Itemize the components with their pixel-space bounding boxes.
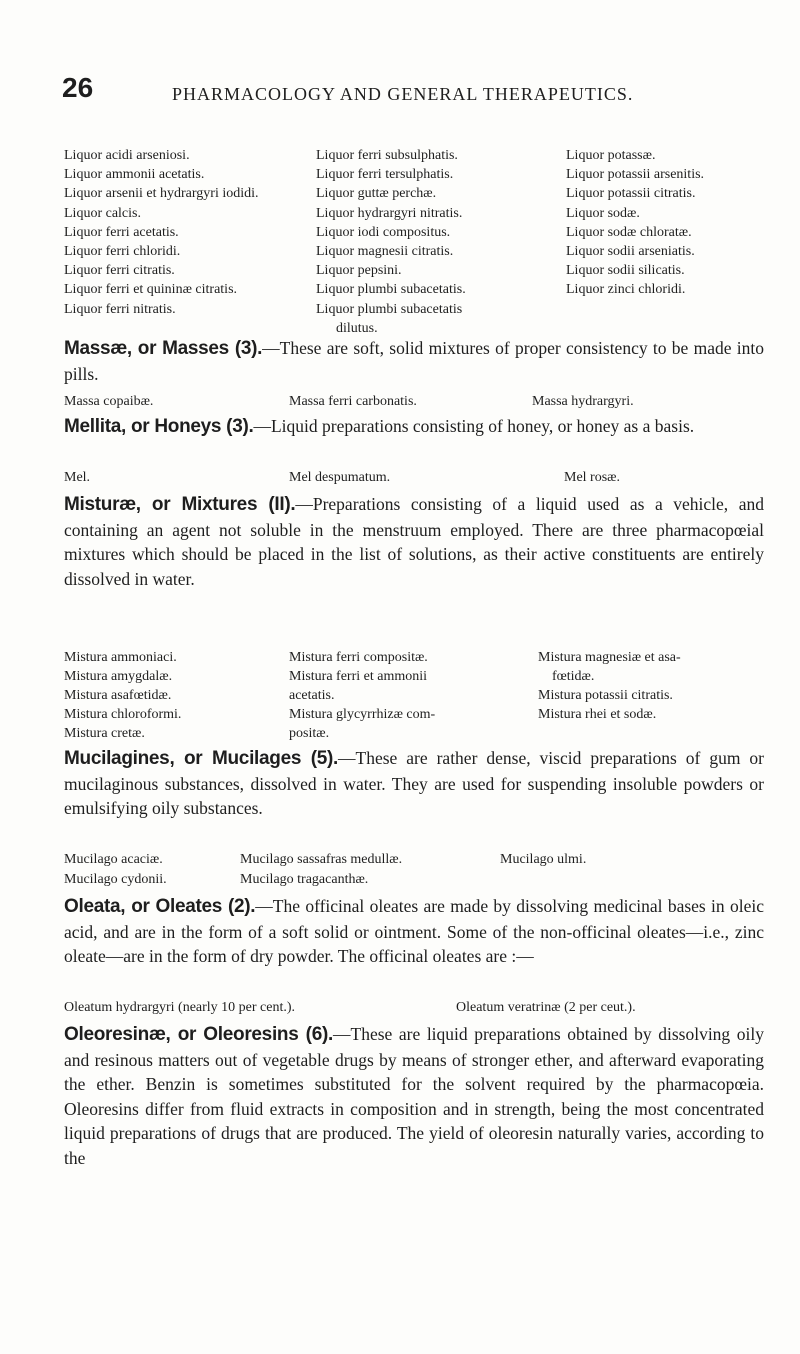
list-item: Mistura glycyrrhizæ com- — [289, 707, 436, 722]
mellita-paragraph — [64, 414, 764, 440]
list-item: Liquor ferri citratis. — [64, 263, 175, 279]
list-item: Liquor ferri chloridi. — [64, 244, 181, 260]
list-item: Liquor ferri subsulphatis. — [316, 148, 458, 163]
section-text: —The officinal oleates are made by dissolving medicinal bases in oleic acid, and are in the form of a soft solid or ointment. Some of the non-officinal oleates—i.e., zinc oleate—are in the form of dry powder. The officinal oleates are :— — [64, 896, 764, 966]
list-item: Liquor acidi arseniosi. — [64, 148, 190, 163]
list-item: Liquor potassæ. — [566, 148, 656, 163]
list-item: Mucilago acaciæ. — [64, 852, 163, 867]
list-item: Mistura ferri et ammonii — [289, 669, 428, 684]
list-item: Mistura ammoniaci. — [64, 650, 177, 665]
list-item: Mucilago tragacanthæ. — [240, 872, 369, 887]
list-item: Mistura ferri compositæ. — [289, 650, 428, 665]
list-item: Liquor zinci chloridi. — [566, 282, 686, 298]
list-item: Mistura magnesiæ et asa- — [538, 650, 681, 665]
misturae-paragraph — [64, 492, 764, 591]
liquor-column-3 — [566, 146, 704, 300]
misturae-column-1 — [64, 648, 181, 743]
list-item: Massa hydrargyri. — [532, 394, 634, 409]
oleoresinae-paragraph — [64, 1022, 764, 1170]
list-item: Massa copaibæ. — [64, 394, 154, 409]
section-text: —Preparations consisting of a liquid used as a vehicle, and containing an agent not soluble in the menstruum employed. There are three pharmacopœial mixtures which should be placed in the list of solutions, as their active constituents are entirely dissolved in water. — [64, 494, 764, 589]
oleata-paragraph — [64, 894, 764, 969]
section-heading: Mellita, or Honeys (3). — [64, 416, 254, 437]
list-item: Mistura potassii citratis. — [538, 688, 673, 703]
section-text: —Liquid preparations consisting of honey, or honey as a basis. — [253, 416, 695, 436]
list-item: Mistura amygdalæ. — [64, 669, 173, 684]
list-item: Liquor potassii citratis. — [566, 186, 696, 202]
list-item: Mistura cretæ. — [64, 726, 145, 741]
list-item: positæ. — [289, 726, 330, 741]
list-item: Liquor sodii arseniatis. — [566, 244, 695, 260]
list-item: acetatis. — [289, 688, 335, 703]
list-item: Liquor pepsini. — [316, 263, 402, 279]
section-text: —These are liquid preparations obtained by dissolving oily and resinous matters out of vegetable drugs by means of stronger ether, and afterward evaporating the ether. Benzin is sometimes substituted for the solvent required by the pharmacopœia. Oleoresins differ from fluid extracts in composition and in strength, being the most concentrated liquid preparations of drugs that are produced. The yield of oleoresin naturally varies, according to the — [64, 1024, 764, 1168]
list-item: Mistura asafœtidæ. — [64, 688, 172, 703]
list-item: Liquor hydrargyri nitratis. — [316, 205, 463, 221]
section-heading: Misturæ, or Mixtures (II). — [64, 494, 296, 515]
liquor-column-1 — [64, 146, 259, 319]
misturae-column-2 — [289, 648, 435, 743]
list-item: Mel despumatum. — [289, 470, 391, 485]
running-title: PHARMACOLOGY AND GENERAL THERAPEUTICS. — [172, 84, 634, 104]
list-item: Liquor ferri tersulphatis. — [316, 167, 454, 183]
list-item: Oleatum veratrinæ (2 per ceut.). — [456, 1000, 636, 1015]
section-heading: Oleata, or Oleates (2). — [64, 896, 256, 917]
list-item: Liquor ammonii acetatis. — [64, 167, 205, 183]
list-item: Mucilago sassafras medullæ. — [240, 852, 403, 867]
section-text: —These are rather dense, viscid preparations of gum or mucilaginous substances, dissolved in water. They are used for suspending insoluble powders or emulsifying oily substances. — [64, 748, 764, 818]
list-item: Liquor guttæ perchæ. — [316, 186, 437, 202]
list-item: Liquor sodii silicatis. — [566, 263, 685, 279]
list-item: Mistura chloroformi. — [64, 707, 182, 722]
massae-paragraph — [64, 336, 764, 386]
page-number: 26 — [62, 72, 94, 103]
section-heading: Massæ, or Masses (3). — [64, 338, 263, 359]
section-heading: Oleoresinæ, or Oleoresins (6). — [64, 1024, 333, 1045]
list-item: Mucilago ulmi. — [500, 852, 587, 867]
list-item: Liquor arsenii et hydrargyri iodidi. — [64, 186, 259, 202]
list-item: Mistura rhei et sodæ. — [538, 707, 657, 722]
list-item: Mel. — [64, 470, 91, 485]
page-header — [64, 72, 764, 112]
list-item: Massa ferri carbonatis. — [289, 394, 417, 409]
list-item: fœtidæ. — [552, 669, 595, 684]
section-text: —These are soft, solid mixtures of proper consistency to be made into pills. — [64, 338, 764, 384]
list-item: dilutus. — [336, 320, 378, 336]
list-item: Liquor plumbi subacetatis. — [316, 282, 466, 298]
mucilagines-paragraph — [64, 746, 764, 821]
list-item: Liquor iodi compositus. — [316, 224, 451, 240]
misturae-column-3 — [538, 648, 681, 724]
list-item: Liquor magnesii citratis. — [316, 244, 454, 260]
list-item: Liquor potassii arsenitis. — [566, 167, 705, 183]
list-item: Liquor plumbi subacetatis — [316, 301, 463, 317]
list-item: Liquor sodæ. — [566, 205, 640, 221]
list-item: Mel rosæ. — [564, 470, 620, 485]
section-heading: Mucilagines, or Mucilages (5). — [64, 748, 339, 769]
list-item: Liquor ferri nitratis. — [64, 301, 176, 317]
list-item: Liquor ferri acetatis. — [64, 224, 179, 240]
list-item: Liquor calcis. — [64, 205, 141, 221]
liquor-column-2 — [316, 146, 466, 338]
list-item: Liquor sodæ chloratæ. — [566, 224, 692, 240]
list-item: Mucilago cydonii. — [64, 872, 167, 887]
list-item: Liquor ferri et quininæ citratis. — [64, 282, 238, 298]
list-item: Oleatum hydrargyri (nearly 10 per cent.). — [64, 1000, 296, 1015]
